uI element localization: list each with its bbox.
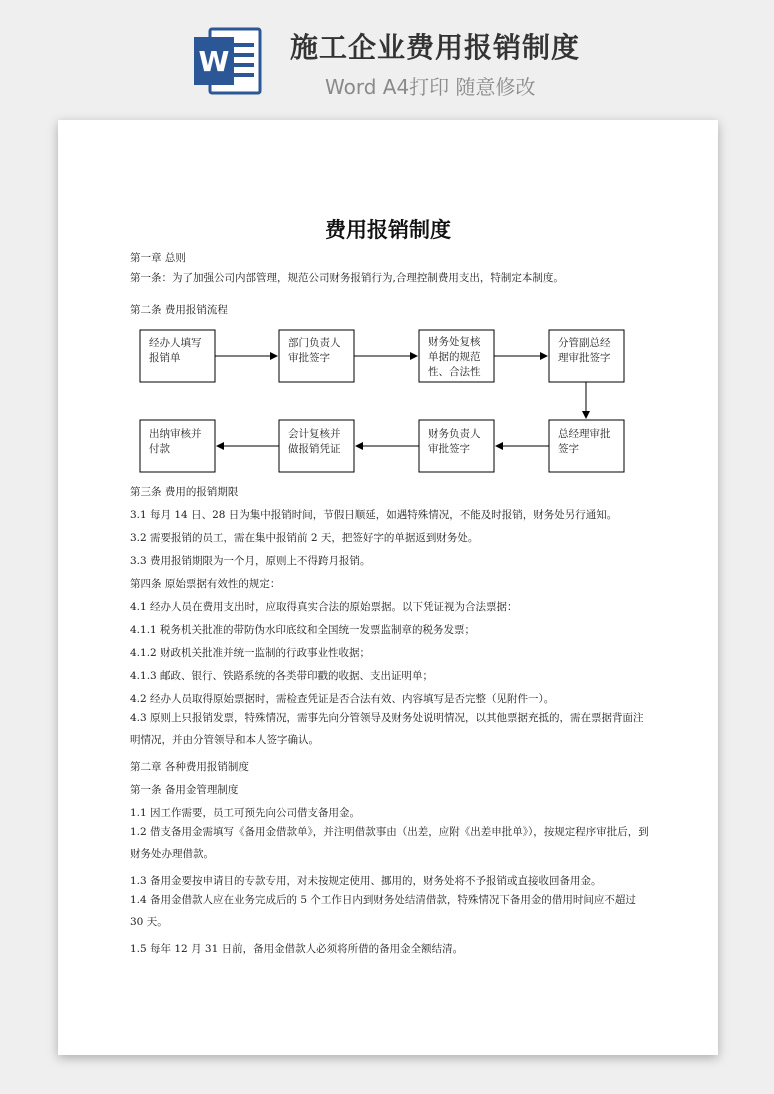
clause-text: 1.5 每年 12 月 31 日前，备用金借款人必须将所借的备用金全额结清。 xyxy=(130,943,464,955)
reimbursement-flowchart xyxy=(58,120,718,480)
clause-text: 4.2 经办人员取得原始票据时，需检查凭证是否合法有效、内容填写是否完整（见附件一）。 xyxy=(130,693,555,705)
document-page xyxy=(58,120,718,1055)
clause-text: 3.3 费用报销期限为一个月，原则上不得跨月报销。 xyxy=(130,555,371,567)
flow-step-2: 部门负责人 审批签字 xyxy=(288,337,341,364)
chapter-heading: 第一章 总则 xyxy=(130,252,186,264)
flow-step-1: 经办人填写 报销单 xyxy=(149,337,202,364)
clause-text: 1.3 备用金要按申请目的专款专用，对未按规定使用、挪用的，财务处将不予报销或直接收回备用金。 xyxy=(130,875,602,887)
clause-text: 1.1 因工作需要，员工可预先向公司借支备用金。 xyxy=(130,807,361,819)
clause-text: 4.1 经办人员在费用支出时，应取得真实合法的原始票据。以下凭证视为合法票据： xyxy=(130,601,518,613)
clause-text: 1.2 借支备用金需填写《备用金借款单》，并注明借款事由（出差，应附《出差申批单》），按规定程序审批后，到财务处办理借款。 xyxy=(130,826,649,860)
chapter-heading: 第二章 各种费用报销制度 xyxy=(130,761,249,773)
word-document-icon xyxy=(192,25,264,97)
flow-step-5: 总经理审批 签字 xyxy=(558,428,611,455)
clause-text: 4.1.1 税务机关批准的带防伪水印底纹和全国统一发票监制章的税务发票； xyxy=(130,624,476,636)
header xyxy=(0,0,774,110)
flow-step-4: 分管副总经 理审批签字 xyxy=(558,337,611,364)
clause-text: 1.4 备用金借款人应在业务完成后的 5 个工作日内到财务处结清借款，特殊情况下备用金的借用时间应不超过 30 天。 xyxy=(130,894,636,928)
section-heading: 第四条 原始票据有效性的规定： xyxy=(130,578,281,590)
flow-step-3: 财务处复核 单据的规范 性、合法性 xyxy=(428,336,481,378)
clause-text: 4.3 原则上只报销发票，特殊情况，需事先向分管领导及财务处说明情况，以其他票据充抵的，需在票据背面注明情况，并由分管领导和本人签字确认。 xyxy=(130,712,644,746)
clause-text: 4.1.2 财政机关批准并统一监制的行政事业性收据； xyxy=(130,647,371,659)
section-heading: 第三条 费用的报销期限 xyxy=(130,486,239,498)
page-title: 施工企业费用报销制度 xyxy=(290,31,581,64)
section-heading: 第一条 备用金管理制度 xyxy=(130,784,239,796)
clause-text: 3.1 每月 14 日、28 日为集中报销时间，节假日顺延，如遇特殊情况，不能及时报销，财务处另行通知。 xyxy=(130,509,618,521)
article-text: 第一条：为了加强公司内部管理，规范公司财务报销行为,合理控制费用支出，特制定本制度。 xyxy=(130,272,564,284)
clause-text: 4.1.3 邮政、银行、铁路系统的各类带印戳的收据、支出证明单； xyxy=(130,670,434,682)
flow-step-7: 会计复核并 做报销凭证 xyxy=(288,428,341,455)
svg-text:W: W xyxy=(198,45,230,78)
document-title: 费用报销制度 xyxy=(325,217,451,242)
clause-text: 3.2 需要报销的员工，需在集中报销前 2 天，把签好字的单据返到财务处。 xyxy=(130,532,479,544)
section-heading: 第二条 费用报销流程 xyxy=(130,304,228,316)
flow-step-8: 出纳审核并 付款 xyxy=(149,428,202,455)
page-subtitle: Word A4打印 随意修改 xyxy=(325,75,536,99)
flow-step-6: 财务负责人 审批签字 xyxy=(428,428,481,455)
